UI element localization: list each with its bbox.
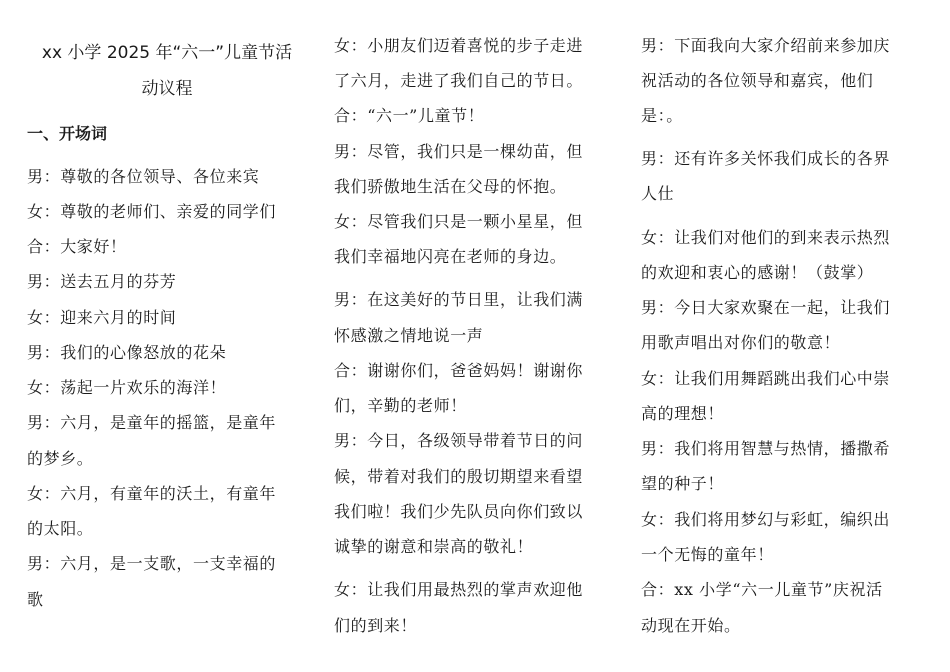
col2-line: 们的到来！ (334, 616, 418, 635)
col2-line: 女：尽管我们只是一颗小星星，但 (334, 212, 584, 231)
col2-line: 诚挚的谢意和崇高的敬礼！ (334, 537, 534, 556)
col3-line: 的欢迎和衷心的感谢！（鼓掌） (641, 263, 874, 282)
section-heading: 一、开场词 (27, 124, 108, 143)
col2-line: 合：谢谢你们，爸爸妈妈！谢谢你 (334, 361, 584, 380)
col1-line: 歌 (27, 590, 44, 609)
col1-line: 的梦乡。 (27, 449, 94, 468)
col3-line: 合：xx 小学“六一儿童节”庆祝活 (641, 580, 883, 599)
col3-line: 女：我们将用梦幻与彩虹，编织出 (641, 510, 891, 529)
col3-line: 男：我们将用智慧与热情，播撒希 (641, 439, 891, 458)
col2-line: 男：在这美好的节日里，让我们满 (334, 290, 584, 309)
col2-line: 合：“六一”儿童节！ (334, 106, 485, 125)
col3-line: 高的理想！ (641, 404, 725, 423)
col3-line: 用歌声唱出对你们的敬意！ (641, 333, 841, 352)
col3-line: 男：今日大家欢聚在一起，让我们 (641, 298, 891, 317)
col1-line: 女：荡起一片欢乐的海洋！ (27, 378, 227, 397)
col2-line: 怀感激之情地说一声 (334, 326, 484, 345)
col3-line: 望的种子！ (641, 474, 725, 493)
col3-line: 动现在开始。 (641, 616, 741, 635)
col1-line: 女：尊敬的老师们、亲爱的同学们 (27, 202, 277, 221)
col2-line: 了六月，走进了我们自己的节日。 (334, 71, 584, 90)
col1-line: 男：尊敬的各位领导、各位来宾 (27, 167, 260, 186)
col2-line: 我们啦！我们少先队员向你们致以 (334, 502, 584, 521)
col2-line: 候，带着对我们的殷切期望来看望 (334, 467, 584, 486)
col2-line: 女：让我们用最热烈的掌声欢迎他 (334, 580, 584, 599)
col3-line: 是：。 (641, 106, 683, 125)
col3-line: 祝活动的各位领导和嘉宾，他们 (641, 71, 874, 90)
col3-line: 一个无悔的童年！ (641, 545, 774, 564)
col3-line: 男：下面我向大家介绍前来参加庆 (641, 36, 891, 55)
col3-line: 男：还有许多关怀我们成长的各界 (641, 149, 891, 168)
col1-line: 男：我们的心像怒放的花朵 (27, 343, 227, 362)
col3-line: 女：让我们对他们的到来表示热烈 (641, 228, 891, 247)
col2-line: 们，辛勤的老师！ (334, 396, 467, 415)
col1-line: 女：六月，有童年的沃土，有童年 (27, 484, 277, 503)
col3-line: 女：让我们用舞蹈跳出我们心中崇 (641, 369, 891, 388)
col1-line: 男：送去五月的芬芳 (27, 272, 177, 291)
col2-line: 男：今日，各级领导带着节日的问 (334, 431, 584, 450)
col3-line: 人仕 (641, 184, 675, 203)
col1-line: 合：大家好！ (27, 237, 127, 256)
col1-line: 男：六月，是一支歌，一支幸福的 (27, 554, 277, 573)
col2-line: 我们幸福地闪亮在老师的身边。 (334, 247, 567, 266)
col1-line: 女：迎来六月的时间 (27, 308, 177, 327)
col1-line: 的太阳。 (27, 519, 94, 538)
col1-line: 男：六月，是童年的摇篮，是童年 (27, 413, 277, 432)
col2-line: 我们骄傲地生活在父母的怀抱。 (334, 177, 567, 196)
document-title-line-1: xx 小学 2025 年“六一”儿童节活 (41, 43, 293, 63)
col2-line: 女：小朋友们迈着喜悦的步子走进 (334, 36, 584, 55)
col2-line: 男：尽管，我们只是一棵幼苗，但 (334, 142, 584, 161)
document-title-line-2: 动议程 (141, 79, 193, 99)
